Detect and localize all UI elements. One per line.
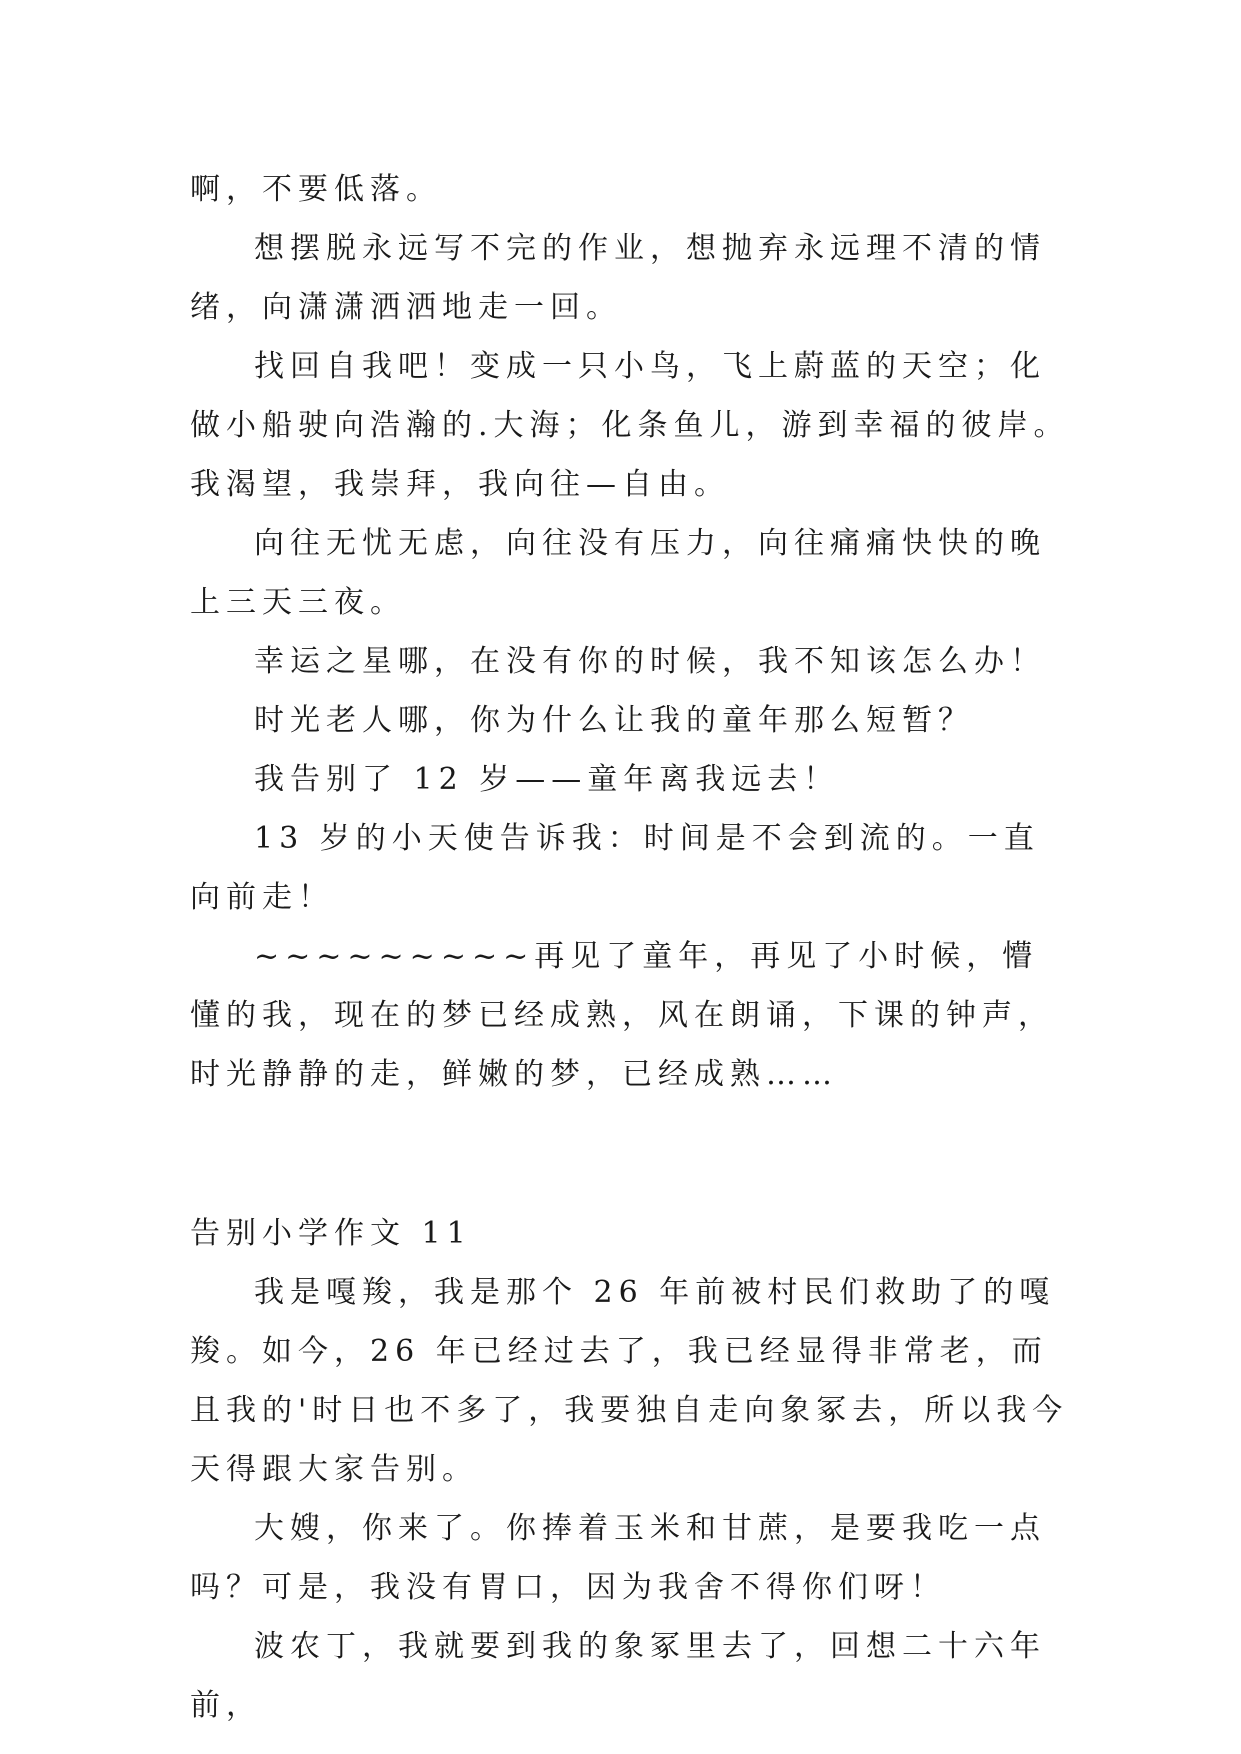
paragraph: ~~~~~~~~~再见了童年，再见了小时候，懵懂的我，现在的梦已经成熟，风在朗诵，下课的钟声，时光静静的走，鲜嫩的梦，已经成熟…… (190, 939, 1054, 1092)
paragraph: 我告别了 12 岁——童年离我远去！ (254, 762, 840, 797)
essay-section-continued (190, 160, 1070, 1104)
paragraph: 我是嘎羧，我是那个 26 年前被村民们救助了的嘎羧。如今，26 年已经过去了，我已经显得非常老，而且我的'时日也不多了，我要独自走向象冢去，所以我今天得跟大家告别。 (190, 1275, 1069, 1487)
paragraph: 想摆脱永远写不完的作业，想抛弃永远理不清的情绪，向潇潇洒洒地走一回。 (190, 231, 1046, 325)
paragraph: 向往无忧无虑，向往没有压力，向往痛痛快快的晚上三天三夜。 (190, 526, 1046, 620)
document-body (190, 160, 1070, 1735)
paragraph: 幸运之星哪，在没有你的时候，我不知该怎么办！ (254, 644, 1046, 679)
section-gap (190, 1104, 1070, 1204)
paragraph: 啊，不要低落。 (190, 172, 442, 207)
paragraph: 13 岁的小天使告诉我：时间是不会到流的。一直向前走！ (190, 821, 1040, 915)
paragraph: 时光老人哪，你为什么让我的童年那么短暂？ (254, 703, 974, 738)
paragraph: 找回自我吧！变成一只小鸟，飞上蔚蓝的天空；化做小船驶向浩瀚的.大海；化条鱼儿，游到幸福的彼岸。我渴望，我崇拜，我向往—自由。 (190, 349, 1070, 502)
essay-title: 告别小学作文 11 (190, 1216, 472, 1251)
paragraph: 波农丁，我就要到我的象冢里去了，回想二十六年前， (190, 1629, 1046, 1723)
essay-section-11 (190, 1263, 1070, 1735)
paragraph: 大嫂，你来了。你捧着玉米和甘蔗，是要我吃一点吗？可是，我没有胃口，因为我舍不得你们呀！ (190, 1511, 1046, 1605)
